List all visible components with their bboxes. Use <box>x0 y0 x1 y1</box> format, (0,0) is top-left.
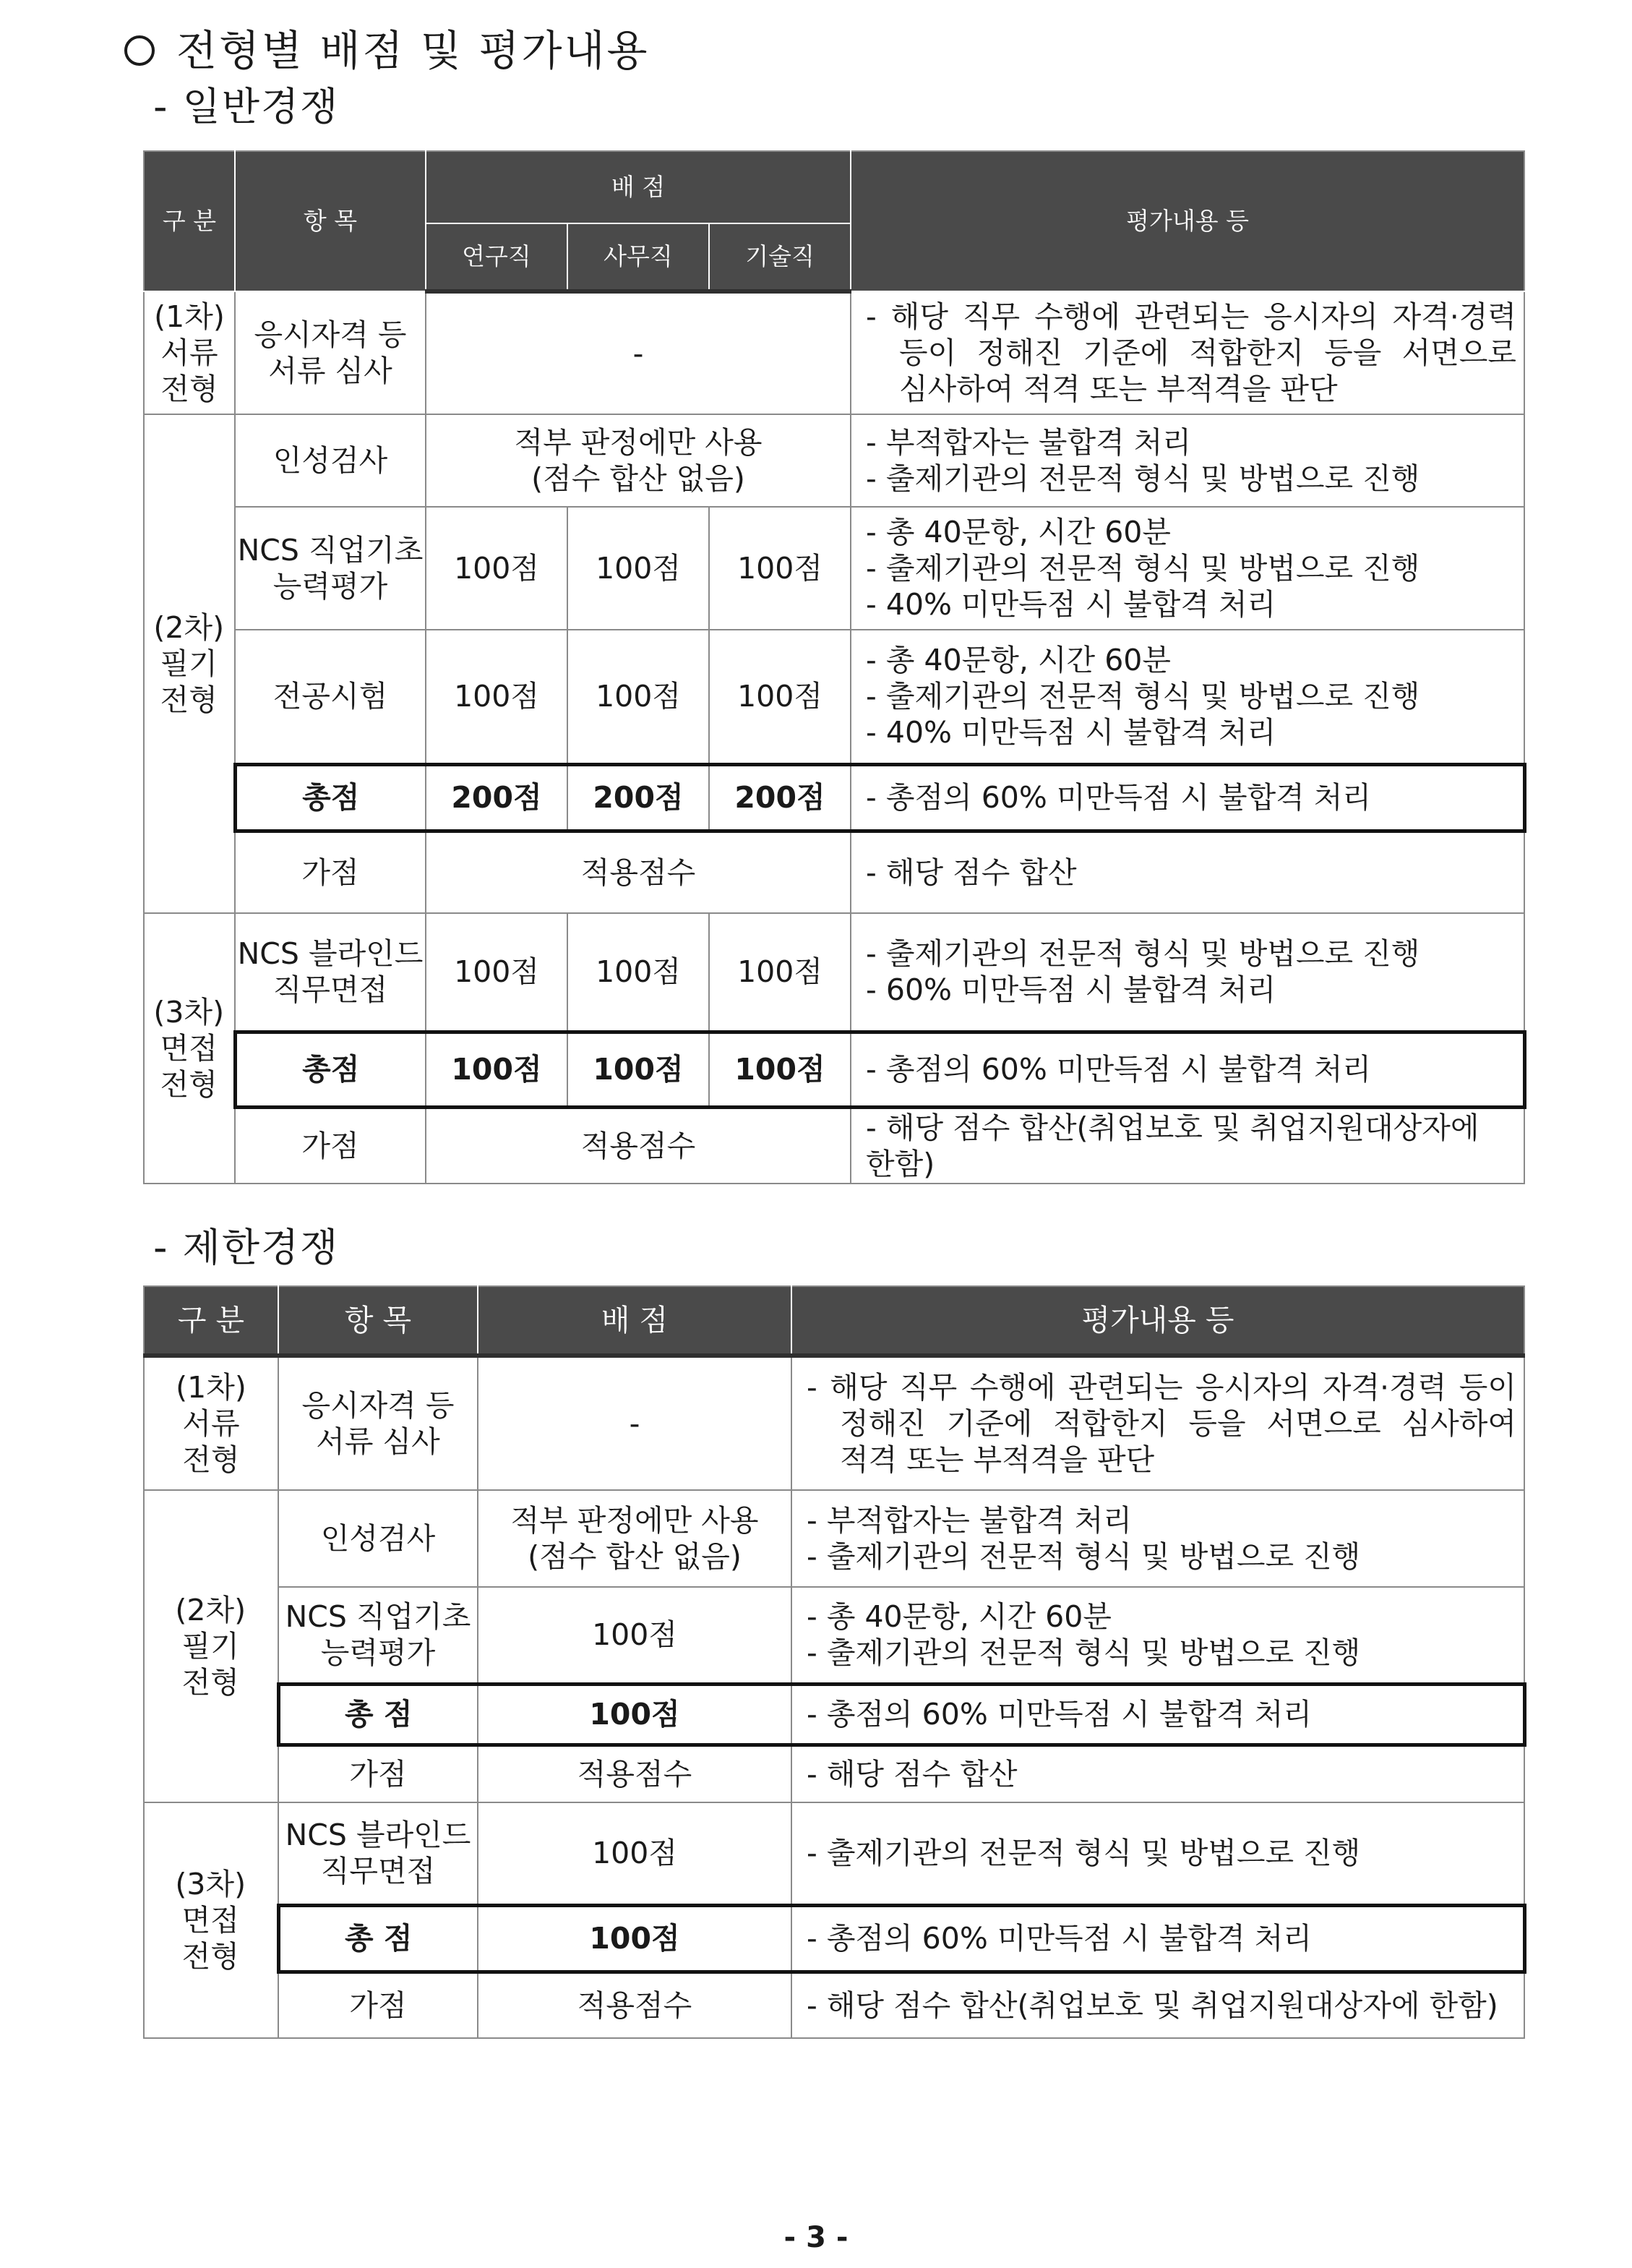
page-number: - 3 - <box>783 2221 849 2254</box>
personality-item: 인성검사 <box>235 414 426 507</box>
header-category: 구 분 <box>144 151 235 291</box>
header-research: 연구직 <box>426 223 567 291</box>
stage2-total-eval: - 총점의 60% 미만득점 시 불합격 처리 <box>851 764 1524 831</box>
limited-interview-score: 100점 <box>478 1802 791 1905</box>
limited-stage3-bonus-item: 가점 <box>278 1972 478 2038</box>
limited-personality-score: 적부 판정에만 사용 (점수 합산 없음) <box>478 1490 791 1587</box>
stage2-total-tech: 200점 <box>709 764 851 831</box>
stage3-bonus-eval: - 해당 점수 합산(취업보호 및 취업지원대상자에 한함) <box>851 1107 1524 1184</box>
limited-header-eval: 평가내용 등 <box>791 1286 1524 1356</box>
stage3-label: (3차) 면접 전형 <box>144 913 235 1184</box>
stage2-label: (2차) 필기 전형 <box>144 414 235 913</box>
limited-personality-item: 인성검사 <box>278 1490 478 1587</box>
limited-stage2-bonus-eval: - 해당 점수 합산 <box>791 1745 1524 1802</box>
stage3-total-tech: 100점 <box>709 1032 851 1107</box>
general-subtitle: - 일반경쟁 <box>153 84 340 129</box>
header-score: 배 점 <box>426 151 851 223</box>
stage3-total-item: 총점 <box>235 1032 426 1107</box>
limited-stage1-label: (1차) 서류 전형 <box>144 1356 278 1490</box>
limited-interview-item: NCS 블라인드 직무면접 <box>278 1802 478 1905</box>
limited-stage3-total-row <box>144 1905 1524 1972</box>
header-eval: 평가내용 등 <box>851 151 1524 291</box>
stage1-item: 응시자격 등 서류 심사 <box>235 291 426 414</box>
header-office: 사무직 <box>567 223 709 291</box>
ncs-score-office: 100점 <box>567 507 709 630</box>
interview-eval: - 출제기관의 전문적 형식 및 방법으로 진행 - 60% 미만득점 시 불합격 처리 <box>851 913 1524 1032</box>
stage3-total-research: 100점 <box>426 1032 567 1107</box>
limited-stage3-total-eval: - 총점의 60% 미만득점 시 불합격 처리 <box>791 1905 1524 1972</box>
personality-eval: - 부적합자는 불합격 처리 - 출제기관의 전문적 형식 및 방법으로 진행 <box>851 414 1524 507</box>
limited-personality-eval: - 부적합자는 불합격 처리 - 출제기관의 전문적 형식 및 방법으로 진행 <box>791 1490 1524 1587</box>
interview-score-research: 100점 <box>426 913 567 1032</box>
limited-stage3-bonus-eval: - 해당 점수 합산(취업보호 및 취업지원대상자에 한함) <box>791 1972 1524 2038</box>
personality-score: 적부 판정에만 사용 (점수 합산 없음) <box>426 414 851 507</box>
stage1-eval: - 해당 직무 수행에 관련되는 응시자의 자격·경력 등이 정해진 기준에 적합한지 등을 서면으로 심사하여 적격 또는 부적격을 판단 <box>851 291 1524 414</box>
stage2-total-item: 총점 <box>235 764 426 831</box>
stage3-bonus-item: 가점 <box>235 1107 426 1184</box>
limited-stage2-total-score: 100점 <box>478 1684 791 1745</box>
limited-header-item: 항 목 <box>278 1286 478 1356</box>
limited-ncs-item: NCS 직업기초 능력평가 <box>278 1587 478 1684</box>
limited-stage1-eval: - 해당 직무 수행에 관련되는 응시자의 자격·경력 등이 정해진 기준에 적합한지 등을 서면으로 심사하여 적격 또는 부적격을 판단 <box>791 1356 1524 1490</box>
limited-interview-eval: - 출제기관의 전문적 형식 및 방법으로 진행 <box>791 1802 1524 1905</box>
interview-item: NCS 블라인드 직무면접 <box>235 913 426 1032</box>
interview-score-tech: 100점 <box>709 913 851 1032</box>
stage3-bonus-score: 적용점수 <box>426 1107 851 1184</box>
ncs-item: NCS 직업기초 능력평가 <box>235 507 426 630</box>
stage3-total-eval: - 총점의 60% 미만득점 시 불합격 처리 <box>851 1032 1524 1107</box>
limited-stage3-bonus-score: 적용점수 <box>478 1972 791 2038</box>
stage2-total-row <box>144 764 1524 831</box>
limited-stage3-total-score: 100점 <box>478 1905 791 1972</box>
limited-stage2-bonus-score: 적용점수 <box>478 1745 791 1802</box>
major-score-tech: 100점 <box>709 630 851 764</box>
limited-stage1-item: 응시자격 등 서류 심사 <box>278 1356 478 1490</box>
ncs-score-research: 100점 <box>426 507 567 630</box>
limited-stage2-total-row <box>144 1684 1524 1745</box>
ncs-eval: - 총 40문항, 시간 60분 - 출제기관의 전문적 형식 및 방법으로 진행 - 40% 미만득점 시 불합격 처리 <box>851 507 1524 630</box>
stage1-label: (1차) 서류 전형 <box>144 291 235 414</box>
header-tech: 기술직 <box>709 223 851 291</box>
major-score-research: 100점 <box>426 630 567 764</box>
stage2-bonus-score: 적용점수 <box>426 831 851 913</box>
stage2-bonus-eval: - 해당 점수 합산 <box>851 831 1524 913</box>
limited-header-score: 배 점 <box>478 1286 791 1356</box>
limited-stage2-label: (2차) 필기 전형 <box>144 1490 278 1802</box>
major-score-office: 100점 <box>567 630 709 764</box>
stage2-bonus-item: 가점 <box>235 831 426 913</box>
limited-ncs-eval: - 총 40문항, 시간 60분 - 출제기관의 전문적 형식 및 방법으로 진행 <box>791 1587 1524 1684</box>
limited-stage3-total-item: 총 점 <box>278 1905 478 1972</box>
limited-score-table <box>143 1285 1526 2039</box>
section-title <box>124 22 650 80</box>
stage3-total-row <box>144 1032 1524 1107</box>
limited-stage2-total-item: 총 점 <box>278 1684 478 1745</box>
major-item: 전공시험 <box>235 630 426 764</box>
interview-score-office: 100점 <box>567 913 709 1032</box>
stage2-total-research: 200점 <box>426 764 567 831</box>
ncs-score-tech: 100점 <box>709 507 851 630</box>
section-title-text: 전형별 배점 및 평가내용 <box>176 26 650 75</box>
limited-subtitle: - 제한경쟁 <box>153 1225 340 1270</box>
stage1-score: - <box>426 291 851 414</box>
limited-stage2-total-eval: - 총점의 60% 미만득점 시 불합격 처리 <box>791 1684 1524 1745</box>
circle-bullet-icon <box>124 35 155 66</box>
general-score-table <box>143 150 1526 1184</box>
stage2-total-office: 200점 <box>567 764 709 831</box>
stage3-total-office: 100점 <box>567 1032 709 1107</box>
header-item: 항 목 <box>235 151 426 291</box>
major-eval: - 총 40문항, 시간 60분 - 출제기관의 전문적 형식 및 방법으로 진행 - 40% 미만득점 시 불합격 처리 <box>851 630 1524 764</box>
limited-header-category: 구 분 <box>144 1286 278 1356</box>
limited-stage2-bonus-item: 가점 <box>278 1745 478 1802</box>
limited-stage1-score: - <box>478 1356 791 1490</box>
limited-stage3-label: (3차) 면접 전형 <box>144 1802 278 2038</box>
limited-ncs-score: 100점 <box>478 1587 791 1684</box>
